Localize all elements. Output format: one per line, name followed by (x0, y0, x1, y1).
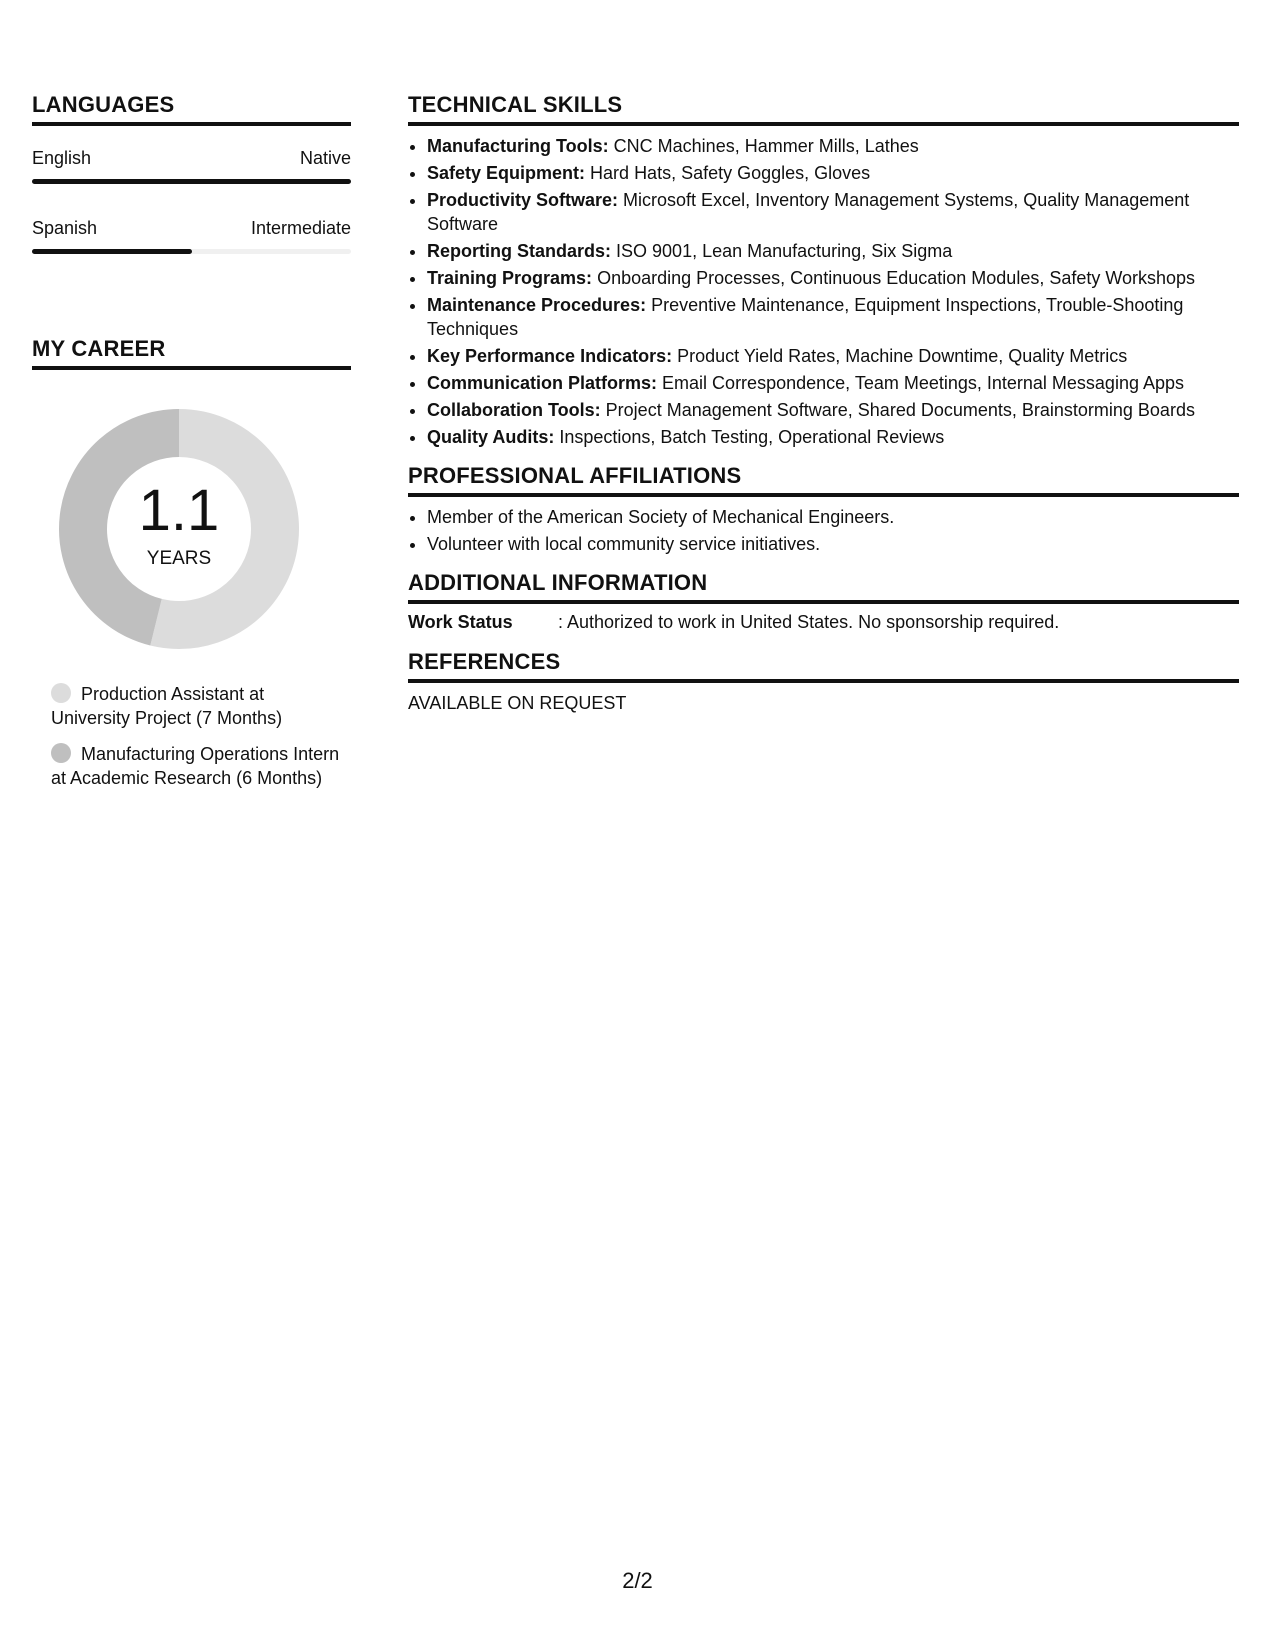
skill-item (427, 134, 1239, 158)
skill-value: Email Correspondence, Team Meetings, Internal Messaging Apps (662, 373, 1184, 393)
skill-item (427, 344, 1239, 368)
career-legend-dot (51, 683, 71, 703)
skill-label: Key Performance Indicators: (427, 346, 673, 366)
skills-list (408, 134, 1239, 449)
references-section (408, 649, 1239, 714)
skill-item (427, 425, 1239, 449)
skill-value: Project Management Software, Shared Documents, Brainstorming Boards (605, 400, 1195, 420)
career-legend-dot (51, 743, 71, 763)
language-level: Intermediate (250, 218, 351, 238)
left-column (32, 92, 351, 802)
work-status-value: : Authorized to work in United States. No sponsorship required. (558, 612, 1060, 632)
career-list (51, 682, 341, 790)
language-level: Native (299, 148, 351, 168)
language-item (32, 218, 351, 254)
references-heading: REFERENCES (408, 649, 1239, 683)
language-proficiency-bar (32, 179, 351, 184)
career-heading: MY CAREER (32, 336, 351, 370)
skill-item (427, 239, 1239, 263)
affiliation-item: • Volunteer with local community service initiatives. (427, 532, 1239, 556)
affiliations-heading: PROFESSIONAL AFFILIATIONS (408, 463, 1239, 497)
skill-item (427, 161, 1239, 185)
skill-item (427, 371, 1239, 395)
language-proficiency-fill (32, 179, 351, 184)
skill-label: Reporting Standards: (427, 241, 612, 261)
donut-center (54, 404, 304, 654)
skill-label: Quality Audits: (427, 427, 555, 447)
career-item (51, 682, 341, 730)
work-status-row (408, 612, 1239, 633)
languages-heading: LANGUAGES (32, 92, 351, 126)
skill-label: Safety Equipment: (427, 163, 586, 183)
skill-item (427, 188, 1239, 236)
skill-value: Product Yield Rates, Machine Downtime, Quality Metrics (677, 346, 1128, 366)
career-total-unit: YEARS (146, 548, 212, 569)
affiliation-item: • Member of the American Society of Mechanical Engineers. (427, 505, 1239, 529)
skill-label: Training Programs: (427, 268, 593, 288)
skill-value: ISO 9001, Lean Manufacturing, Six Sigma (616, 241, 953, 261)
right-column (408, 92, 1239, 714)
technical-skills-heading: TECHNICAL SKILLS (408, 92, 1239, 126)
references-text: AVAILABLE ON REQUEST (408, 693, 627, 713)
page-number: 2/2 (622, 1568, 653, 1593)
skill-value: Microsoft Excel, Inventory Management Systems, Quality Management Software (427, 190, 1190, 234)
career-section (32, 336, 351, 790)
career-total-number: 1.1 (138, 478, 220, 543)
additional-info-heading: ADDITIONAL INFORMATION (408, 570, 1239, 604)
skill-label: Maintenance Procedures: (427, 295, 647, 315)
skill-label: Manufacturing Tools: (427, 136, 609, 156)
skill-value: Onboarding Processes, Continuous Education Modules, Safety Workshops (597, 268, 1196, 288)
career-item (51, 742, 341, 790)
skill-label: Productivity Software: (427, 190, 619, 210)
language-proficiency-fill (32, 249, 192, 254)
skill-label: Communication Platforms: (427, 373, 658, 393)
career-item-text: Manufacturing Operations Intern at Academic Research (6 Months) (51, 744, 340, 788)
skill-item (427, 266, 1239, 290)
language-name: English (32, 148, 92, 168)
work-status-key: Work Status (408, 612, 513, 632)
language-proficiency-bar (32, 249, 351, 254)
skill-item (427, 398, 1239, 422)
affiliations-list (408, 505, 1239, 556)
affiliations-section (408, 463, 1239, 556)
skill-label: Collaboration Tools: (427, 400, 601, 420)
language-name: Spanish (32, 218, 98, 238)
skill-value: Preventive Maintenance, Equipment Inspections, Trouble-Shooting Techniques (427, 295, 1184, 339)
skill-value: Inspections, Batch Testing, Operational Reviews (559, 427, 945, 447)
skill-value: CNC Machines, Hammer Mills, Lathes (613, 136, 919, 156)
language-item (32, 148, 351, 184)
skill-item (427, 293, 1239, 341)
skill-value: Hard Hats, Safety Goggles, Gloves (590, 163, 871, 183)
career-item-text: Production Assistant at University Project (7 Months) (51, 684, 283, 728)
career-donut-chart (54, 404, 304, 654)
additional-info-section (408, 570, 1239, 633)
